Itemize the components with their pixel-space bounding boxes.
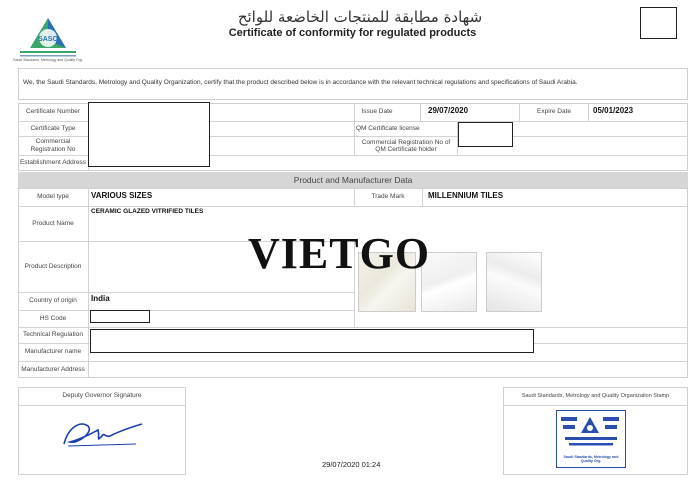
logo-caption: Saudi Standards, Metrology and Quality Org.: [13, 58, 83, 62]
expire-date-value: 05/01/2023: [593, 106, 634, 115]
stamp-text: Saudi Standards, Metrology and Quality Org.: [563, 455, 619, 463]
commercial-registration-label: Commercial Registration No: [30, 138, 76, 153]
model-type-label: Model type: [37, 193, 69, 201]
signature-label: Deputy Governor Signature: [62, 392, 142, 400]
establishment-address-label: Establishment Address: [19, 159, 87, 167]
product-section-title: Product and Manufacturer Data: [293, 175, 413, 185]
redacted-qm-license: [458, 122, 513, 147]
manufacturer-address-label: Manufacturer Address: [21, 365, 85, 373]
signature-image: [58, 414, 148, 454]
saso-logo: [14, 14, 82, 62]
signature-icon: [58, 414, 148, 454]
qm-license-label: QM Certificate license: [356, 124, 420, 132]
product-section-header: [18, 172, 688, 188]
qr-box: [640, 7, 677, 39]
trade-mark-value: MILLENNIUM TILES: [428, 191, 504, 200]
title-english: Certificate of conformity for regulated products: [228, 27, 477, 39]
saso-logo-icon: [14, 14, 82, 62]
expire-date-label: Expire Date: [537, 108, 571, 116]
model-type-value: VARIOUS SIZES: [91, 191, 153, 200]
country-of-origin-label: Country of origin: [29, 297, 77, 305]
stamp-label: Saudi Standards, Metrology and Quality Organization Stamp: [521, 392, 670, 399]
footer-timestamp: 29/07/2020 01:24: [322, 460, 381, 469]
issue-date-value: 29/07/2020: [428, 106, 469, 115]
organization-stamp: [556, 410, 626, 468]
product-name-value: CERAMIC GLAZED VITRIFIED TILES: [91, 208, 204, 215]
manufacturer-name-label: Manufacturer name: [24, 348, 82, 356]
trade-mark-label: Trade Mark: [371, 193, 405, 201]
certificate-number-label: Certificate Number: [25, 108, 81, 116]
intro-box: [18, 68, 688, 100]
product-image-3: [486, 252, 542, 312]
qm-holder-label: Commercial Registration No of QM Certificate holder: [361, 138, 451, 153]
intro-text: We, the Saudi Standards, Metrology and Quality Organization, certify that the product described below is in accordance with the relevant technical regulations and specifications of Saudi Arabia.: [23, 79, 578, 86]
stamp-emblem-icon: [557, 411, 624, 453]
hs-code-label: HS Code: [39, 314, 67, 322]
certificate-type-label: Certificate Type: [30, 124, 76, 132]
product-name-label: Product Name: [32, 219, 74, 227]
issue-date-label: Issue Date: [361, 108, 393, 116]
technical-regulation-label: Technical Regulation: [23, 331, 83, 339]
watermark-text: VIETGO: [248, 229, 431, 278]
logo-text: SASO: [38, 36, 58, 43]
country-of-origin-value: India: [91, 294, 110, 303]
redacted-hs-code: [90, 310, 150, 323]
redacted-manufacturer: [90, 329, 534, 353]
product-description-label: Product Description: [24, 262, 82, 270]
redacted-certificate-details: [88, 102, 210, 167]
title-arabic: شهادة مطابقة للمنتجات الخاضعة للوائح: [237, 8, 483, 26]
